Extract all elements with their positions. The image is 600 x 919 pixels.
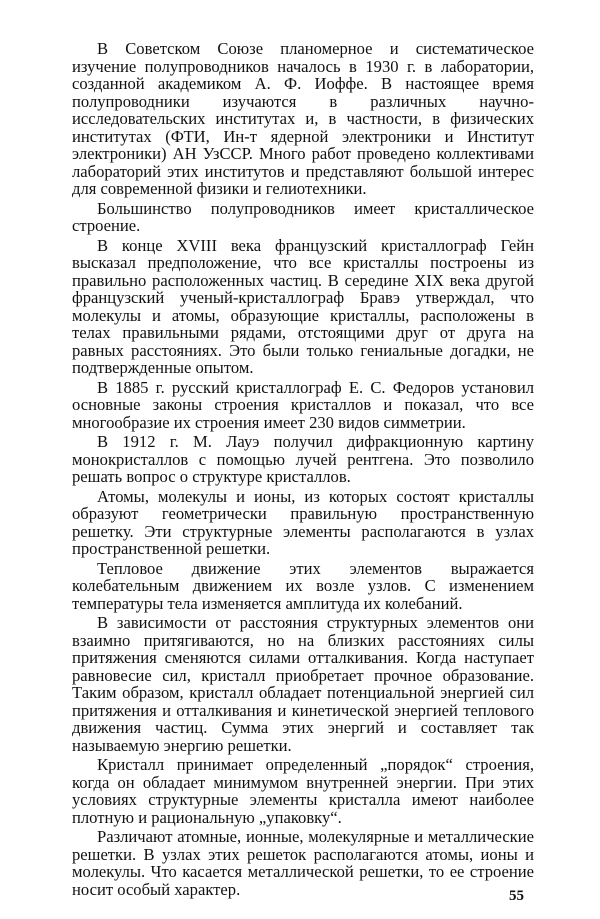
paragraph-lattice: Атомы, молекулы и ионы, из которых состоят кристаллы образуют геометрически правильную пространственную решетку. Эти структурные элементы располагаются в узлах пространственной решетки. [72, 486, 534, 558]
paragraph-crystalline-structure: Большинство полупроводников имеет кристаллическое строение. [72, 198, 534, 235]
paragraph-order: Кристалл принимает определенный „порядок“ строения, когда он обладает минимумом внутренней энергии. При этих условиях структурные элементы кристалла имеют наиболее плотную и рациональную „упаковку“. [72, 755, 534, 827]
paragraph-fedorov: В 1885 г. русский кристаллограф Е. С. Федоров установил основные законы строения кристаллов и показал, что все многообразие их строения имеет 230 видов симметрии. [72, 377, 534, 432]
paragraph-haüy-bravais: В конце XVIII века французский кристаллограф Гейн высказал предположение, что все кристаллы построены из правильно расположенных частиц. В середине XIX века другой французский ученый-кристаллограф Бравэ утверждал, что молекулы и атомы, образующие кристаллы, расположены в телах правильными рядами, отстоящими друг от друга на равных расстояниях. Это были только гениальные догадки, не подтвержденные опытом. [72, 235, 534, 377]
paragraph-thermal-motion: Тепловое движение этих элементов выражается колебательным движением их возле узлов. С изменением температуры тела изменяется амплитуда их колебаний. [72, 558, 534, 613]
page-number: 55 [509, 888, 524, 904]
paragraph-semiconductor-research: В Советском Союзе планомерное и систематическое изучение полупроводников началось в 1930 г. в лаборатории, созданной академиком А. Ф. Иоффе. В настоящее время полупроводники изучаются в различных научно-исследовательских институтах и, в частности, в физических институтах (ФТИ, Ин-т ядерной электроники и Институт электроники) АН УзССР. Много работ проведено коллективами лабораторий этих институтов и представляют большой интерес для современной физики и гелиотехники. [72, 39, 534, 198]
paragraph-laue: В 1912 г. М. Лауэ получил дифракционную картину монокристаллов с помощью лучей рентгена. Это позволило решать вопрос о структуре кристаллов. [72, 432, 534, 486]
paragraph-forces: В зависимости от расстояния структурных элементов они взаимно притягиваются, но на близких расстояниях силы притяжения сменяются силами отталкивания. Когда наступает равновесие сил, кристалл приобретает прочное образование. Таким образом, кристалл обладает потенциальной энергией сил притяжения и отталкивания и кинетической энергией теплового движения частиц. Сумма этих энергий и составляет так называемую энергию решетки. [72, 613, 534, 755]
paragraph-lattice-types: Различают атомные, ионные, молекулярные и металлические решетки. В узлах этих решеток располагаются атомы, ионы и молекулы. Что касается металлической решетки, то ее строение носит особый характер. [72, 827, 534, 899]
page-body [72, 40, 534, 899]
